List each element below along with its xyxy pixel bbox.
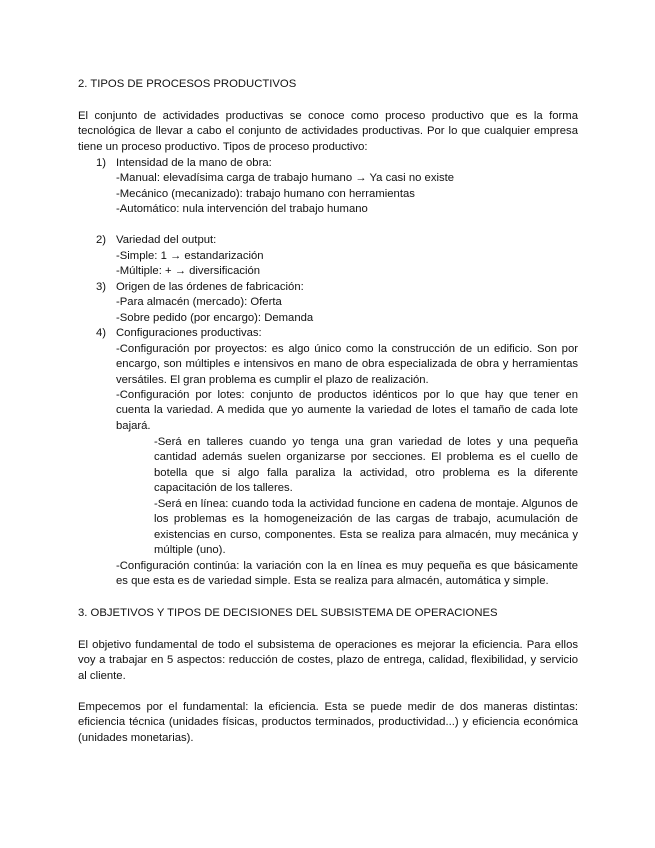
list-number: 4) — [96, 327, 107, 339]
list-item-line: -Sobre pedido (por encargo): Demanda — [116, 312, 314, 324]
list-item-line: -Automático: nula intervención del trabajo humano — [116, 203, 368, 215]
list-item-line: -Mecánico (mecanizado): trabajo humano con herramientas — [116, 188, 415, 200]
list-item-title: Origen de las órdenes de fabricación: — [116, 281, 304, 293]
list-item-line: -Manual: elevadísima carga de trabajo humano → Ya casi no existe — [116, 172, 455, 184]
section-3-paragraph-1: El objetivo fundamental de todo el subsistema de operaciones es mejorar la eficiencia. Para ellos voy a trabajar en 5 aspectos: reducción de costes, plazo de entrega, calidad, flexibilidad, y servicio al cliente. — [78, 639, 578, 682]
section-2-heading: 2. TIPOS DE PROCESOS PRODUCTIVOS — [78, 78, 297, 90]
section-3-heading: 3. OBJETIVOS Y TIPOS DE DECISIONES DEL SUBSISTEMA DE OPERACIONES — [78, 607, 498, 619]
list-number: 2) — [96, 234, 107, 246]
list-item-line: -Múltiple: + → diversificación — [116, 265, 261, 277]
list-item-title: Intensidad de la mano de obra: — [116, 157, 272, 169]
section-3-paragraph-2: Empecemos por el fundamental: la eficiencia. Esta se puede medir de dos maneras distintas: eficiencia técnica (unidades físicas, productos terminados, productividad...) y eficiencia económica (unidades monetarias). — [78, 701, 578, 744]
list-item-title: Variedad del output: — [116, 234, 217, 246]
list-item-line: -Para almacén (mercado): Oferta — [116, 296, 282, 308]
config-continua: -Configuración continúa: la variación con la en línea es muy pequeña es que básicamente es que esta es de variedad simple. Esta se realiza para almacén, automática y simple. — [116, 560, 578, 588]
config-lotes-linea: -Será en línea: cuando toda la actividad funcione en cadena de montaje. Algunos de los problemas es la homogeneización de las cargas de trabajo, acumulación de existencias en curso, componentes. Esta se realiza para almacén, muy mecánica y múltiple (uno). — [154, 498, 578, 557]
section-2-intro: El conjunto de actividades productivas se conoce como proceso productivo que es la forma tecnológica de llevar a cabo el conjunto de actividades productivas. Por lo que cualquier empresa tiene un proceso productivo. Tipos de proceso productivo: — [78, 110, 578, 153]
list-item-line: -Simple: 1 → estandarización — [116, 250, 264, 262]
config-lotes: -Configuración por lotes: conjunto de productos idénticos por lo que hay que tener en cuenta la variedad. A medida que yo aumente la variedad de lotes el tamaño de cada lote bajará. — [116, 389, 578, 432]
list-number: 1) — [96, 157, 107, 169]
list-number: 3) — [96, 281, 107, 293]
list-item-title: Configuraciones productivas: — [116, 327, 262, 339]
config-lotes-talleres: -Será en talleres cuando yo tenga una gran variedad de lotes y una pequeña cantidad además suelen organizarse por secciones. El problema es el cuello de botella que si algo falla paraliza la actividad, otro problema es la diferente capacitación de los talleres. — [154, 436, 578, 495]
config-proyectos: -Configuración por proyectos: es algo único como la construcción de un edificio. Son por encargo, son múltiples e intensivos en mano de obra especializada de obra y herramientas versátiles. El gran problema es cumplir el plazo de realización. — [116, 343, 578, 386]
